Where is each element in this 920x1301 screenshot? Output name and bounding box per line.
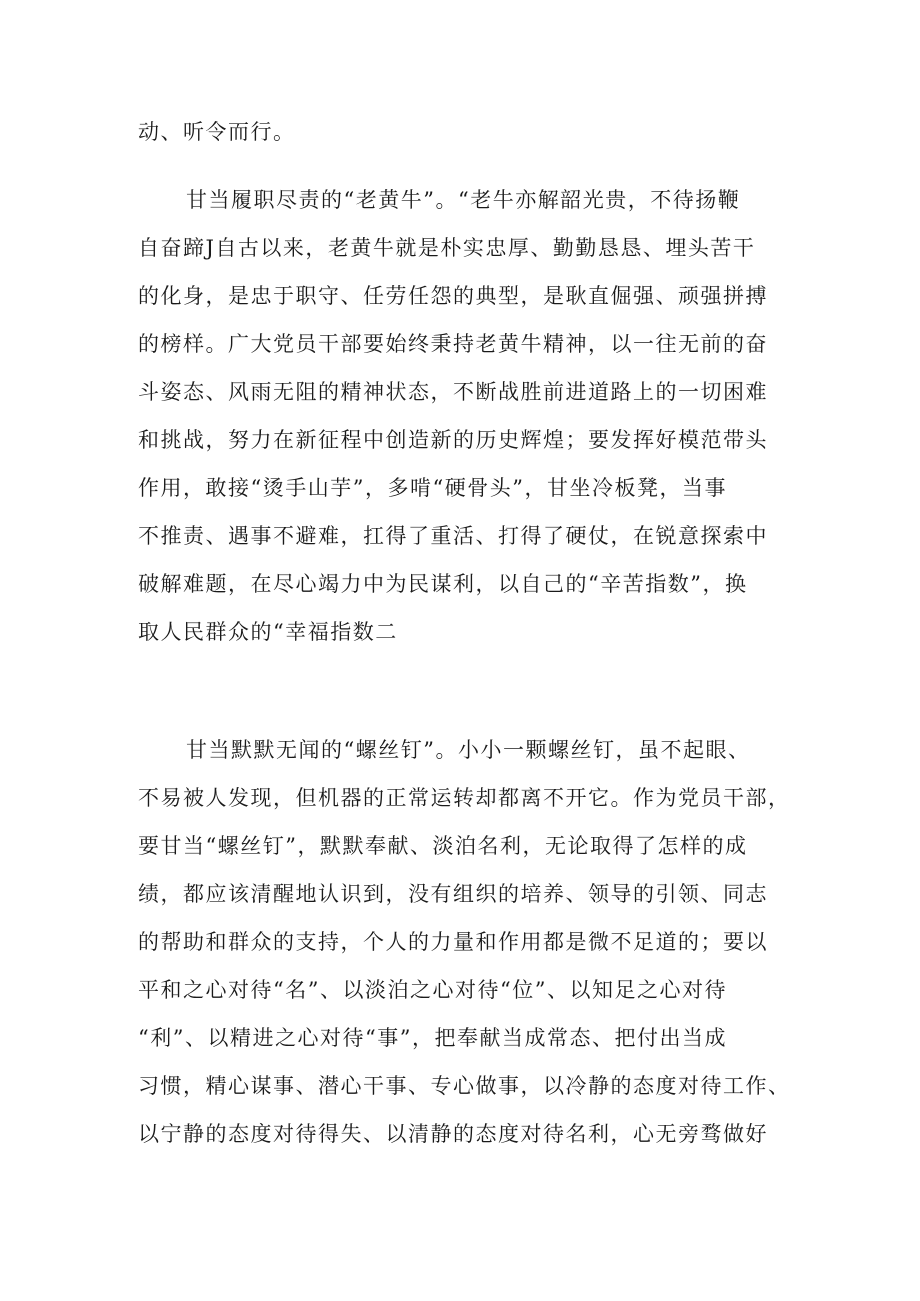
paragraph-2-line-4: 的榜样。广大党员干部要始终秉持老黄牛精神，以一往无前的奋 (138, 332, 768, 356)
paragraph-2-line-1: 甘当履职尽责的“老黄牛”。“老牛亦解韶光贵，不待扬鞭 (186, 188, 741, 212)
paragraph-2-line-9: 破解难题，在尽心竭力中为民谋利，以自己的“辛苦指数”，换 (138, 572, 748, 596)
paragraph-3-line-3: 要甘当“螺丝钉”，默默奉献、淡泊名利，无论取得了怎样的成 (138, 834, 748, 858)
paragraph-3-line-9: 以宁静的态度对待得失、以清静的态度对待名利，心无旁骛做好 (138, 1122, 768, 1146)
paragraph-2-line-2: 自奋蹄J自古以来，老黄牛就是朴实忠厚、勤勤恳恳、埋头苦干 (138, 236, 756, 260)
paragraph-3-line-4: 绩，都应该清醒地认识到，没有组织的培养、领导的引领、同志 (138, 882, 768, 906)
paragraph-2-line-8: 不推责、遇事不避难，扛得了重活、打得了硬仗，在锐意探索中 (138, 524, 768, 548)
paragraph-3-line-2: 不易被人发现，但机器的正常运转却都离不开它。作为党员干部， (138, 786, 791, 810)
paragraph-2-line-7: 作用，敢接“烫手山芋”，多啃“硬骨头”，甘坐冷板凳，当事 (138, 476, 727, 500)
paragraph-2-line-10: 取人民群众的“幸福指数二 (138, 620, 398, 644)
paragraph-2-line-5: 斗姿态、风雨无阻的精神状态，不断战胜前进道路上的一切困难 (138, 380, 768, 404)
paragraph-3-line-5: 的帮助和群众的支持，个人的力量和作用都是微不足道的；要以 (138, 930, 768, 954)
paragraph-3-line-7: “利”、以精进之心对待“事”，把奉献当成常态、把付出当成 (138, 1026, 727, 1050)
paragraph-2-line-3: 的化身，是忠于职守、任劳任怨的典型，是耿直倔强、顽强拼搏 (138, 284, 768, 308)
paragraph-1-line-1: 动、听令而行。 (138, 120, 296, 144)
paragraph-3-line-8: 习惯，精心谋事、潜心干事、专心做事，以冷静的态度对待工作、 (138, 1074, 791, 1098)
paragraph-3-line-1: 甘当默默无闻的“螺丝钉”。小小一颗螺丝钉，虽不起眼、 (186, 738, 751, 762)
paragraph-3-line-6: 平和之心对待“名”、以淡泊之心对待“位”、以知足之心对待 (138, 978, 727, 1002)
paragraph-2-line-6: 和挑战，努力在新征程中创造新的历史辉煌；要发挥好模范带头 (138, 428, 768, 452)
